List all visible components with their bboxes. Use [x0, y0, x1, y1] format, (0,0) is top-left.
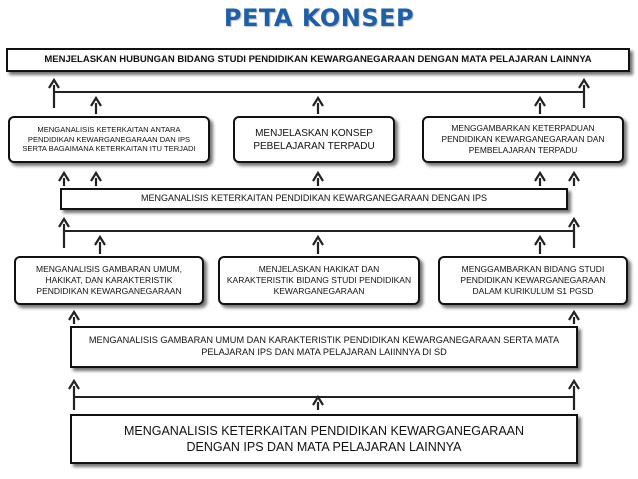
up-arrow-icon — [569, 219, 579, 248]
box-row2-left — [8, 116, 210, 163]
up-arrow-icon — [59, 173, 69, 186]
page-title: PETA KONSEP — [223, 4, 415, 32]
box-row3-text: MENGANALISIS KETERKAITAN PENDIDIKAN KEWARGANEGARAAN DENGAN IPS — [140, 193, 488, 204]
up-arrow-icon — [535, 237, 545, 254]
up-arrow-icon — [313, 173, 323, 186]
box-row2-mid — [233, 116, 395, 163]
up-arrow-icon — [569, 381, 579, 410]
up-arrow-icon — [49, 80, 59, 108]
box-row4-right — [438, 256, 628, 305]
up-arrow-icon — [569, 173, 579, 186]
box-row3 — [60, 188, 568, 210]
up-arrow-icon — [69, 381, 79, 410]
box-row2-mid-text: MENJELASKAN KONSEP PEBELAJARAN TERPADU — [253, 127, 375, 152]
up-arrow-icon — [59, 219, 69, 248]
box-top-text: MENJELASKAN HUBUNGAN BIDANG STUDI PENDIDIKAN KEWARGANEGARAAN DENGAN MATA PELAJARAN LAINNYA — [44, 53, 592, 65]
up-arrow-icon — [69, 312, 79, 324]
up-arrow-icon — [569, 312, 579, 324]
box-row4-mid — [218, 256, 420, 305]
box-row5 — [70, 326, 578, 368]
box-row2-right — [422, 116, 624, 163]
up-arrow-icon — [95, 237, 105, 254]
box-row4-left-text: MENGANALISIS GAMBARAN UMUM, HAKIKAT, DAN KARAKTERISTIK PENDIDIKAN KEWARGANEGARAAN — [36, 263, 182, 297]
box-row5-text: MENGANALISIS GAMBARAN UMUM DAN KARAKTERISTIK PENDIDIKAN KEWARGANEGARAAN SERTA MATA PELAJARAN IPS DAN MATA PELAJARAN LAIINNYA DI SD — [88, 335, 560, 357]
up-arrow-icon — [91, 173, 101, 186]
box-top — [6, 48, 630, 72]
up-arrow-icon — [579, 80, 589, 108]
box-row4-mid-text: MENJELASKAN HAKIKAT DAN KARAKTERISTIK BIDANG STUDI PENDIDIKAN KEWARGANEGARAAN — [226, 263, 412, 297]
up-arrow-icon — [535, 173, 545, 186]
box-row2-right-text: MENGGAMBARKAN KETERPADUAN PENDIDIKAN KEWARGANEGARAAN DAN PEMBELAJARAN TERPADU — [441, 123, 605, 155]
box-row4-right-text: MENGGAMBARKAN BIDANG STUDI PENDIDIKAN KEWARGANEGARAAN DALAM KURIKULUM S1 PGSD — [460, 263, 606, 297]
box-bottom — [70, 414, 578, 464]
box-bottom-text: MENGANALISIS KETERKAITAN PENDIDIKAN KEWARGANEGARAAN DENGAN IPS DAN MATA PELAJARAN LAINNYA — [123, 423, 525, 454]
up-arrow-icon — [535, 98, 545, 114]
up-arrow-icon — [91, 98, 101, 114]
up-arrow-icon — [313, 237, 323, 254]
box-row2-left-text: MENGANALISIS KETERKAITAN ANTARA PENDIDIKAN KEWARGANEGARAAN DAN IPS SERTA BAGAIMANA KETERKAITAN ITU TERJADI — [22, 124, 196, 154]
up-arrow-icon — [313, 397, 323, 410]
up-arrow-icon — [313, 98, 323, 114]
box-row4-left — [14, 256, 204, 305]
